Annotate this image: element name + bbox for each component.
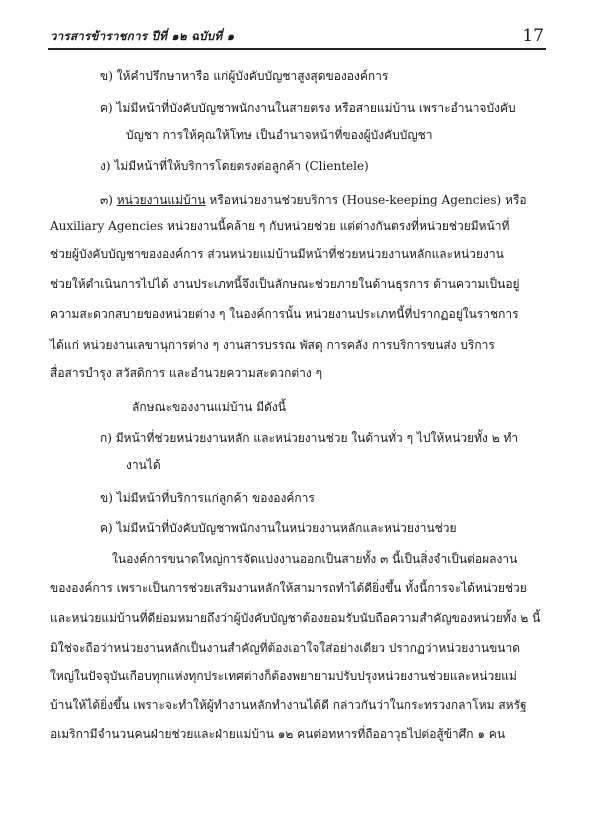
section-3-line1 bbox=[100, 192, 527, 208]
section-3-line3: ช่วยผู้บังคับบัญชาขององค์การ ส่วนหน่วยแม่บ้านมีหน้าที่ช่วยหน่วยงานหลักและหน่วยงาน bbox=[50, 247, 504, 261]
journal-title: วารสารข้าราชการ ปีที่ ๑๒ ฉบับที่ ๑ bbox=[50, 29, 235, 43]
section-3-line6: ได้แก่ หน่วยงานเลขานุการต่าง ๆ งานสารบรรณ พัสดุ การคลัง การบริการขนส่ง บริการ bbox=[50, 338, 495, 352]
section-3-line5: ความสะดวกสบายของหน่วยต่าง ๆ ในองค์การนั้น หน่วยงานประเภทนี้ที่ปรากฏอยู่ในราชการ bbox=[50, 307, 519, 321]
closing-line3: และหน่วยแม่บ้านที่ดีย่อมหมายถึงว่าผู้บังคับบัญชาต้องยอมรับนับถือความสำคัญของหน่วยทั้ง ๒ นี้ bbox=[50, 611, 541, 625]
closing-line1: ในองค์การขนาดใหญ่การจัดแบ่งงานออกเป็นสายทั้ง ๓ นี้เป็นสิ่งจำเป็นต่อผลงาน bbox=[112, 552, 518, 566]
section-3-line4: ช่วยให้ดำเนินการไปได้ งานประเภทนี้จึงเป็นลักษณะช่วยภายในด้านธุรการ ด้านความเป็นอยู่ bbox=[50, 277, 520, 291]
list-item-ngo: ง) ไม่มีหน้าที่ให้บริการโดยตรงต่อลูกค้า (Clientele) bbox=[100, 159, 369, 173]
section-3-number: ๓) bbox=[100, 193, 113, 207]
characteristic-b: ข) ไม่มีหน้าที่บริการแก่ลูกค้า ขององค์การ bbox=[100, 491, 315, 505]
closing-line4: มิใช่จะถือว่าหน่วยงานหลักเป็นงานสำคัญที่ต้องเอาใจใส่อย่างเดียว ปรากฏว่าหน่วยงานขนาด bbox=[50, 641, 521, 655]
section-3-title: หน่วยงานแม่บ้าน bbox=[116, 193, 206, 207]
section-3-line2: Auxiliary Agencies หน่วยงานนี้คล้าย ๆ กับหน่วยช่วย แต่ต่างกันตรงที่หน่วยช่วยมีหน้าที่ bbox=[50, 219, 510, 233]
closing-line7: อเมริกามีจำนวนคนฝ่ายช่วยและฝ่ายแม่บ้าน ๑๒ คนต่อทหารที่ถืออาวุธไปต่อสู้ข้าศึก ๑ คน bbox=[50, 727, 506, 741]
characteristic-a-line2: งานได้ bbox=[126, 458, 161, 472]
running-header bbox=[50, 26, 544, 48]
list-item-kho: ข) ให้คำปรึกษาหารือ แก่ผู้บังคับบัญชาสูงสุดขององค์การ bbox=[100, 69, 389, 83]
list-item-kho2-line1: ค) ไม่มีหน้าที่บังคับบัญชาพนักงานในสายตรง หรือสายแม่บ้าน เพราะอำนาจบังคับ bbox=[100, 101, 516, 115]
closing-line6: บ้านให้ได้ยิ่งขึ้น เพราะจะทำให้ผู้ทำงานหลักทำงานได้ดี กล่าวกันว่าในกระทรวงกลาโหม สหรัฐ bbox=[50, 698, 527, 712]
section-3-line7: สื่อสารบำรุง สวัสดิการ และอำนวยความสะดวกต่าง ๆ bbox=[50, 366, 323, 380]
list-item-kho2-line2: บัญชา การให้คุณให้โทษ เป็นอำนาจหน้าที่ของผู้บังคับบัญชา bbox=[126, 128, 433, 142]
closing-line5: ใหญ่ในปัจจุบันเกือบทุกแห่งทุกประเทศต่างก็ต้องพยายามปรับปรุงหน่วยงานช่วยและหน่วยแม่ bbox=[50, 669, 517, 683]
characteristics-intro: ลักษณะของงานแม่บ้าน มีดังนี้ bbox=[132, 400, 286, 414]
characteristic-a-line1: ก) มีหน้าที่ช่วยหน่วยงานหลัก และหน่วยงานช่วย ในด้านทั่ว ๆ ไปให้หน่วยทั้ง ๒ ทำ bbox=[100, 431, 519, 445]
page-number: 17 bbox=[522, 26, 544, 46]
section-3-line1-rest: หรือหน่วยงานช่วยบริการ (House-keeping Agencies) หรือ bbox=[205, 193, 527, 207]
header-rule bbox=[48, 48, 546, 50]
closing-line2: ขององค์การ เพราะเป็นการช่วยเสริมงานหลักให้สามารถทำได้ดียิ่งขึ้น ทั้งนี้การจะได้หน่วยช่วย bbox=[50, 581, 527, 595]
characteristic-c: ค) ไม่มีหน้าที่บังคับบัญชาพนักงานในหน่วยงานหลักและหน่วยงานช่วย bbox=[100, 521, 457, 535]
